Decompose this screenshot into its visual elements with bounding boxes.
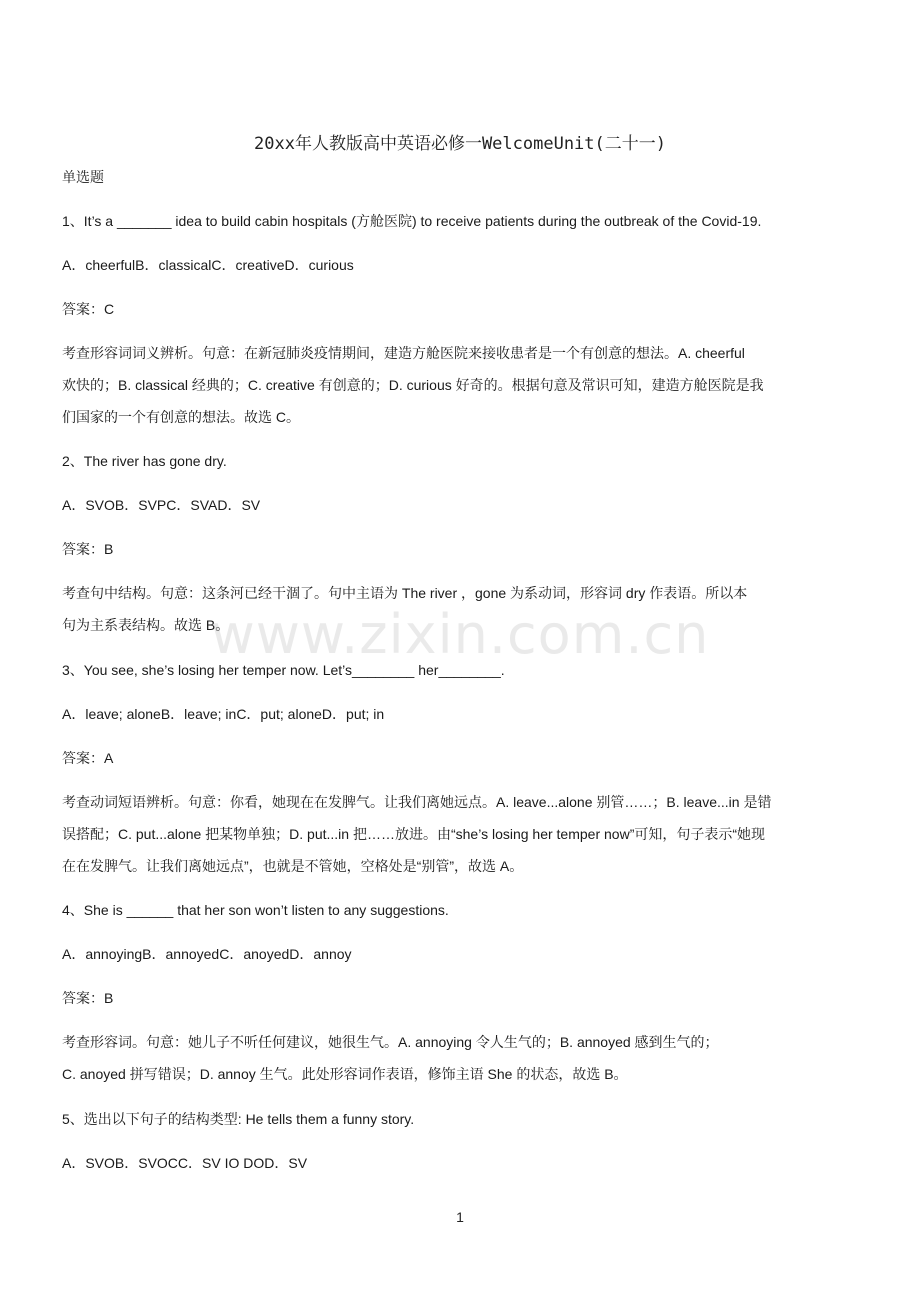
question-5-stem: 5、选出以下句子的结构类型: He tells them a funny story. [62,1111,415,1127]
analysis-line: 在在发脾气。让我们离她远点”，也就是不管她，空格处是“别管”，故选 A。 [62,858,524,874]
section-heading: 单选题 [62,169,104,185]
question-1-answer: 答案：C [62,301,115,317]
analysis-line: 考查动词短语辨析。句意：你看，她现在在发脾气。让我们离她远点。A. leave...alone 别管……；B. leave...in 是错 [62,794,772,810]
watermark: www.zixin.com.cn [210,603,710,666]
analysis-line: 误搭配；C. put...alone 把某物单独；D. put...in 把……放进。由“she’s losing her temper now”可知，句子表示“她现 [62,826,766,842]
question-2-answer: 答案：B [62,541,114,557]
question-1-analysis [62,337,858,433]
analysis-line: 们国家的一个有创意的想法。故选 C。 [62,409,300,425]
question-4-analysis [62,1026,858,1090]
question-5-options: A．SVOB．SVOCC．SV IO DOD．SV [62,1155,308,1171]
question-3-analysis [62,786,858,882]
question-3-stem: 3、You see, she’s losing her temper now. Let’s________ her________. [62,662,505,678]
question-3-answer: 答案：A [62,750,114,766]
question-4-stem: 4、She is ______ that her son won’t listen to any suggestions. [62,902,449,918]
analysis-line: 考查形容词词义辨析。句意：在新冠肺炎疫情期间，建造方舱医院来接收患者是一个有创意的想法。A. cheerful [62,345,745,361]
document-title: 20xx年人教版高中英语必修一WelcomeUnit(二十一) [254,134,666,154]
question-3-options: A．leave; aloneB．leave; inC．put; aloneD．put; in [62,706,385,722]
analysis-line: 考查句中结构。句意：这条河已经干涸了。句中主语为 The river ，gone 为系动词，形容词 dry 作表语。所以本 [62,585,748,601]
analysis-line: 欢快的；B. classical 经典的；C. creative 有创意的；D. curious 好奇的。根据句意及常识可知，建造方舱医院是我 [62,377,764,393]
question-2-options: A．SVOB．SVPC．SVAD．SV [62,497,261,513]
analysis-line: C. anoyed 拼写错误；D. annoy 生气。此处形容词作表语，修饰主语 She 的状态，故选 B。 [62,1066,628,1082]
question-2-stem: 2、The river has gone dry. [62,453,227,469]
page-number: 1 [456,1209,464,1225]
analysis-line: 句为主系表结构。故选 B。 [62,617,230,633]
analysis-line: 考查形容词。句意：她儿子不听任何建议，她很生气。A. annoying 令人生气的；B. annoyed 感到生气的； [62,1034,719,1050]
question-4-answer: 答案：B [62,990,114,1006]
question-2-analysis [62,577,858,641]
question-1-stem: 1、It’s a _______ idea to build cabin hospitals (方舱医院) to receive patients during the outbreak of the Covid-19. [62,213,762,229]
question-1-options: A．cheerfulB．classicalC．creativeD．curious [62,257,354,273]
question-4-options: A．annoyingB．annoyedC．anoyedD．annoy [62,946,352,962]
